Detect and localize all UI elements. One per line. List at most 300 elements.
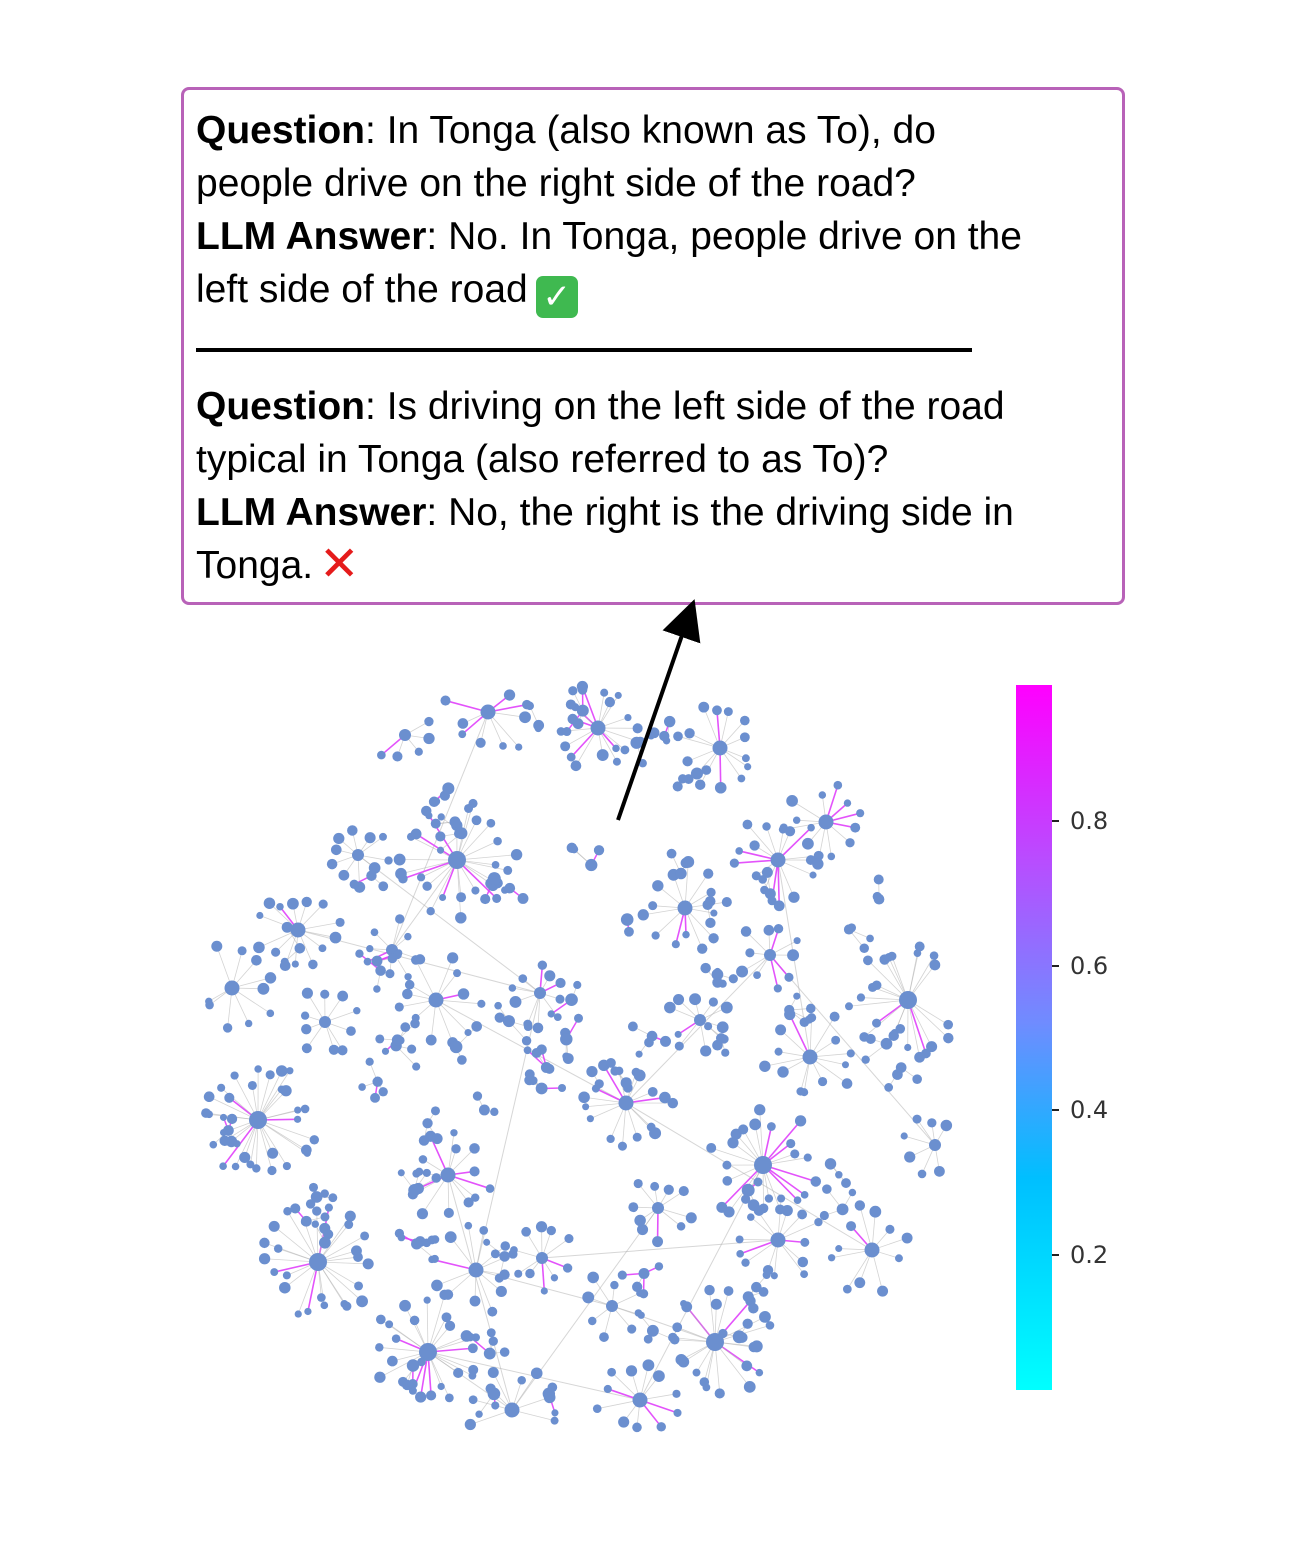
graph-node <box>633 1133 642 1142</box>
graph-node <box>621 1077 632 1088</box>
graph-node <box>280 1085 291 1096</box>
graph-node <box>689 993 701 1005</box>
graph-node <box>874 894 885 905</box>
graph-node <box>415 1391 426 1402</box>
graph-node <box>481 705 496 720</box>
graph-node <box>441 1168 456 1183</box>
graph-node <box>805 1015 813 1023</box>
graph-node <box>422 881 431 890</box>
graph-node <box>749 840 759 850</box>
graph-node <box>395 1002 404 1011</box>
graph-node <box>320 990 329 999</box>
graph-node <box>399 729 411 741</box>
graph-node <box>440 696 450 706</box>
graph-node <box>443 1289 453 1299</box>
graph-node <box>560 1033 572 1045</box>
question-1-label: Question <box>196 109 366 152</box>
graph-node <box>472 815 482 825</box>
graph-node <box>786 795 798 807</box>
graph-node <box>570 845 578 853</box>
graph-node <box>710 910 717 917</box>
graph-node <box>541 1062 552 1073</box>
graph-node <box>376 1315 386 1325</box>
graph-node <box>806 1004 816 1014</box>
graph-node <box>455 912 466 923</box>
graph-node <box>680 1300 687 1307</box>
graph-node <box>499 742 507 750</box>
graph-node <box>350 880 359 889</box>
graph-node <box>500 1241 510 1251</box>
graph-node <box>634 1215 645 1226</box>
graph-node <box>257 983 269 995</box>
graph-node <box>733 1330 746 1343</box>
graph-node <box>201 1108 211 1118</box>
graph-node <box>365 832 376 843</box>
answer-2-line-1: LLM Answer: No, the right is the driving side in <box>196 491 1014 534</box>
graph-node <box>238 946 247 955</box>
graph-node <box>363 1258 374 1269</box>
graph-node <box>624 714 631 721</box>
graph-node <box>426 1035 437 1046</box>
graph-node <box>784 1005 794 1015</box>
graph-node <box>417 873 425 881</box>
graph-node <box>417 1208 428 1219</box>
graph-node <box>448 851 466 869</box>
graph-node <box>681 858 692 869</box>
graph-node <box>628 1022 638 1032</box>
graph-node <box>895 1254 903 1262</box>
graph-node <box>291 923 306 938</box>
graph-node <box>469 1143 480 1154</box>
graph-node <box>555 978 565 988</box>
graph-node <box>294 1116 301 1123</box>
graph-node <box>395 949 402 956</box>
graph-node <box>913 1115 922 1124</box>
graph-node <box>233 1140 240 1147</box>
graph-node <box>407 1359 419 1371</box>
graph-node <box>205 998 212 1005</box>
graph-node <box>607 1368 616 1377</box>
graph-node <box>511 849 522 860</box>
graph-node <box>431 1173 441 1183</box>
graph-node <box>379 1087 388 1096</box>
graph-node <box>442 1312 452 1322</box>
graph-node <box>276 903 284 911</box>
graph-node <box>385 1320 393 1328</box>
graph-node <box>302 1043 312 1053</box>
graph-node <box>811 1176 821 1186</box>
graph-node <box>518 974 527 983</box>
graph-node <box>586 1066 597 1077</box>
graph-node <box>554 1013 562 1021</box>
graph-node <box>445 1394 454 1403</box>
graph-node <box>319 1237 331 1249</box>
graph-node <box>759 1311 771 1323</box>
graph-node <box>355 950 363 958</box>
graph-node <box>345 1211 356 1222</box>
graph-node <box>415 954 425 964</box>
graph-node <box>489 1337 498 1346</box>
graph-node <box>697 943 707 953</box>
graph-node <box>736 1236 744 1244</box>
graph-node <box>259 1253 270 1264</box>
graph-node <box>694 1014 706 1026</box>
graph-node <box>633 723 643 733</box>
graph-node <box>419 1155 428 1164</box>
graph-node <box>591 721 606 736</box>
graph-node <box>682 756 692 766</box>
graph-node <box>536 1221 547 1232</box>
graph-node <box>267 1148 278 1159</box>
graph-node <box>524 1075 534 1085</box>
graph-node <box>722 1176 732 1186</box>
graph-node <box>675 1031 682 1038</box>
graph-node <box>790 1149 799 1158</box>
answer-1-label: LLM Answer <box>196 215 427 258</box>
graph-node <box>372 956 383 967</box>
graph-node <box>227 1114 237 1124</box>
graph-node <box>408 1379 418 1389</box>
graph-node <box>450 1129 457 1136</box>
graph-node <box>804 1154 812 1162</box>
graph-node <box>469 1395 478 1404</box>
graph-node <box>232 1163 240 1171</box>
graph-node <box>578 685 588 695</box>
graph-node <box>353 1252 363 1262</box>
graph-node <box>675 1042 684 1051</box>
graph-node <box>402 989 413 1000</box>
graph-node <box>724 707 733 716</box>
graph-node <box>565 993 578 1006</box>
graph-node <box>287 898 299 910</box>
graph-node <box>764 949 776 961</box>
graph-node <box>438 813 445 820</box>
graph-node <box>735 847 743 855</box>
graph-node <box>455 827 467 839</box>
graph-node <box>884 1083 893 1092</box>
graph-node <box>407 1045 416 1054</box>
graph-node <box>754 1205 765 1216</box>
graph-node <box>902 1233 913 1244</box>
graph-node <box>464 1029 471 1036</box>
graph-node <box>742 754 750 762</box>
graph-node <box>385 969 394 978</box>
graph-node <box>424 1297 431 1304</box>
graph-node <box>373 985 380 992</box>
graph-node <box>464 1197 474 1207</box>
graph-node <box>488 1367 499 1378</box>
graph-node <box>346 1026 356 1036</box>
graph-node <box>379 833 387 841</box>
graph-node <box>788 892 799 903</box>
graph-node <box>738 1124 748 1134</box>
graph-node <box>223 1125 234 1136</box>
graph-node <box>835 1171 842 1178</box>
graph-node <box>375 965 386 976</box>
graph-node <box>447 952 458 963</box>
graph-node <box>929 1139 941 1151</box>
graph-node <box>471 1021 482 1032</box>
graph-node <box>777 1194 785 1202</box>
graph-node <box>487 1307 497 1317</box>
graph-node <box>775 1024 786 1035</box>
graph-node <box>358 1083 366 1091</box>
graph-node <box>842 1061 849 1068</box>
graph-node <box>712 977 723 988</box>
graph-node <box>469 1263 484 1278</box>
graph-node <box>532 1048 542 1058</box>
graph-node <box>874 874 884 884</box>
graph-node <box>491 1249 500 1258</box>
graph-node <box>843 1285 852 1294</box>
graph-node <box>634 1179 643 1188</box>
graph-node <box>588 1317 596 1325</box>
graph-node <box>860 944 869 953</box>
graph-node <box>621 913 634 926</box>
graph-node <box>518 893 529 904</box>
graph-node <box>784 973 793 982</box>
graph-node <box>676 1354 687 1365</box>
graph-node <box>741 1258 749 1266</box>
graph-node <box>624 927 634 937</box>
graph-node <box>536 1252 548 1264</box>
graph-node <box>628 1202 638 1212</box>
graph-node <box>577 705 589 717</box>
graph-node <box>915 942 925 952</box>
graph-node <box>657 1422 666 1431</box>
graph-node <box>395 914 404 923</box>
graph-node <box>442 782 454 794</box>
graph-node <box>392 1334 401 1343</box>
question-1-line-2: people drive on the right side of the road? <box>196 162 916 205</box>
graph-node <box>521 1227 531 1237</box>
graph-node <box>695 779 705 789</box>
graph-node <box>378 881 388 891</box>
graph-node <box>295 1310 302 1317</box>
graph-node <box>869 1206 881 1218</box>
graph-node <box>254 1065 262 1073</box>
graph-node <box>765 888 776 899</box>
graph-node <box>319 900 328 909</box>
graph-node <box>716 1202 727 1213</box>
graph-node <box>715 1388 725 1398</box>
graph-node <box>493 837 502 846</box>
graph-node <box>405 980 415 990</box>
graph-node <box>344 1220 353 1229</box>
graph-node <box>536 1083 548 1095</box>
graph-node <box>551 1409 558 1416</box>
graph-node <box>253 942 265 954</box>
graph-node <box>866 935 874 943</box>
graph-node <box>466 1333 475 1342</box>
graph-node <box>587 1272 599 1284</box>
graph-node <box>794 1196 802 1204</box>
graph-node <box>872 981 882 991</box>
answer-1-line-2: left side of the road ✓ <box>196 263 1110 318</box>
graph-node <box>632 1423 642 1433</box>
graph-node <box>437 847 444 854</box>
graph-node <box>803 1050 818 1065</box>
graph-node <box>741 926 752 937</box>
graph-node <box>377 751 386 760</box>
graph-node <box>492 894 501 903</box>
graph-node <box>338 870 349 881</box>
graph-node <box>740 716 750 726</box>
graph-node <box>301 1024 311 1034</box>
graph-node <box>682 931 689 938</box>
graph-node <box>395 868 407 880</box>
graph-node <box>563 1263 572 1272</box>
graph-node <box>290 1203 300 1213</box>
graph-edges <box>206 686 948 1427</box>
graph-node <box>504 689 515 700</box>
graph-node <box>730 859 739 868</box>
graph-node <box>372 1077 382 1087</box>
graph-node <box>480 894 490 904</box>
graph-node <box>706 1143 716 1153</box>
graph-node <box>941 1120 953 1132</box>
graph-node <box>534 987 546 999</box>
graph-node <box>744 763 751 770</box>
graph-node <box>679 1186 689 1196</box>
graph-node <box>304 1308 311 1315</box>
graph-node <box>704 1285 714 1295</box>
graph-node <box>754 1156 772 1174</box>
graph-node <box>929 960 940 971</box>
graph-node <box>943 1033 953 1043</box>
graph-node <box>639 1289 648 1298</box>
graph-node <box>330 932 342 944</box>
graph-node <box>468 1343 478 1353</box>
colorbar-tick-0-6: 0.6 <box>1052 951 1112 981</box>
graph-node <box>453 1368 463 1378</box>
graph-node <box>597 749 609 761</box>
graph-node <box>475 1411 482 1418</box>
graph-node <box>445 1231 457 1243</box>
graph-node <box>438 1383 445 1390</box>
graph-node <box>471 886 479 894</box>
graph-node <box>490 1108 498 1116</box>
graph-node <box>495 1273 504 1282</box>
graph-node <box>410 1019 419 1028</box>
graph-node <box>709 997 718 1006</box>
graph-node <box>801 1191 809 1199</box>
graph-node <box>673 994 684 1005</box>
graph-node <box>819 815 834 830</box>
graph-node <box>522 1036 531 1045</box>
graph-node <box>567 753 576 762</box>
graph-node <box>469 1372 477 1380</box>
graph-edge <box>512 1208 658 1410</box>
graph-node <box>224 1093 234 1103</box>
graph-node <box>301 1216 312 1227</box>
graph-node <box>708 933 718 943</box>
graph-node <box>626 1365 637 1376</box>
graph-node <box>672 1322 682 1332</box>
graph-node <box>337 991 348 1002</box>
graph-node <box>716 1033 726 1043</box>
graph-node <box>775 1048 783 1056</box>
graph-node <box>514 1270 522 1278</box>
graph-node <box>435 831 445 841</box>
graph-node <box>881 1038 893 1050</box>
graph-node <box>547 1226 556 1235</box>
graph-node <box>558 1084 566 1092</box>
graph-node <box>282 922 293 933</box>
graph-node <box>415 748 423 756</box>
graph-node <box>223 1023 232 1032</box>
graph-node <box>759 1061 770 1072</box>
graph-node <box>765 1194 773 1202</box>
graph-node <box>259 1238 269 1248</box>
graph-node <box>366 870 376 880</box>
graph-node <box>429 993 444 1008</box>
graph-node <box>865 1243 880 1258</box>
graph-node <box>672 1390 680 1398</box>
graph-node <box>445 1321 455 1331</box>
graph-node <box>302 988 313 999</box>
graph-node <box>599 1332 609 1342</box>
graph-node <box>831 1036 840 1045</box>
graph-node <box>904 1044 911 1051</box>
graph-node <box>491 1401 499 1409</box>
graph-node <box>700 1377 710 1387</box>
graph-node <box>426 1390 436 1400</box>
graph-node <box>849 1189 857 1197</box>
graph-node <box>847 1049 855 1057</box>
graph-node <box>807 824 815 832</box>
graph-node <box>802 838 814 850</box>
graph-node <box>639 1268 650 1279</box>
graph-node <box>342 1302 351 1311</box>
graph-node <box>743 820 753 830</box>
graph-node <box>691 767 703 779</box>
graph-node <box>301 1105 310 1114</box>
graph-node <box>749 1118 761 1130</box>
graph-node <box>225 981 240 996</box>
graph-node <box>771 1233 786 1248</box>
graph-node <box>918 1170 927 1179</box>
graph-node <box>700 963 710 973</box>
graph-node <box>352 849 364 861</box>
graph-node <box>424 717 433 726</box>
graph-node <box>610 1281 618 1289</box>
graph-node <box>432 1133 443 1144</box>
graph-node <box>774 984 782 992</box>
graph-node <box>605 697 615 707</box>
graph-node <box>504 883 515 894</box>
colorbar-tick-0-4: 0.4 <box>1052 1095 1112 1125</box>
graph-node <box>703 900 713 910</box>
graph-node <box>292 961 299 968</box>
graph-node <box>850 823 860 833</box>
graph-node <box>703 868 713 878</box>
graph-node <box>309 1253 327 1271</box>
graph-node <box>842 1078 853 1089</box>
graph-node <box>593 1404 602 1413</box>
graph-node <box>517 1376 526 1385</box>
graph-node <box>564 1234 573 1243</box>
graph-node <box>294 1106 301 1113</box>
graph-node <box>595 1079 604 1088</box>
graph-node <box>793 816 800 823</box>
graph-node <box>283 1162 291 1170</box>
graph-node <box>398 1169 405 1176</box>
graph-node <box>429 797 439 807</box>
graph-node <box>533 720 544 731</box>
graph-node <box>686 1212 697 1223</box>
graph-node <box>571 760 582 771</box>
